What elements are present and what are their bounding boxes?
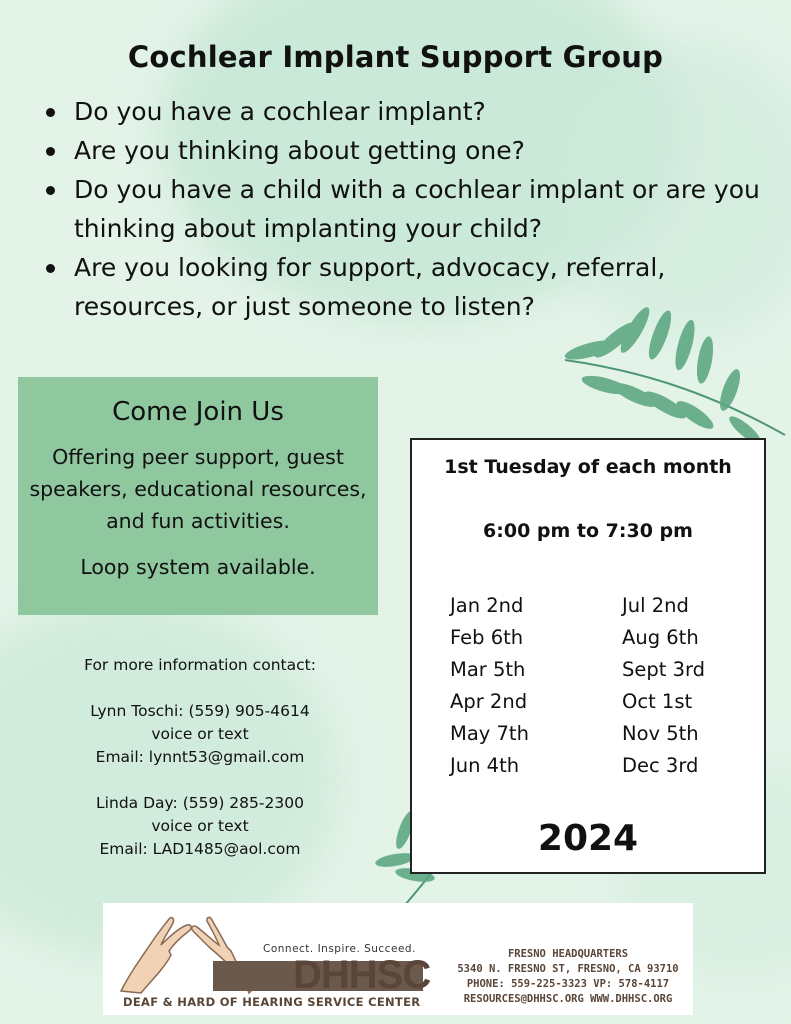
meeting-date: Apr 2nd [450, 690, 528, 713]
question-list [42, 92, 772, 326]
hq-phone: PHONE: 559-225-3323 VP: 578-4117 [466, 978, 670, 990]
logo-org-name: DEAF & HARD OF HEARING SERVICE CENTER [123, 995, 421, 1009]
meeting-date: Mar 5th [450, 658, 526, 681]
meeting-date: Jul 2nd [622, 594, 689, 617]
bullet-icon [46, 108, 55, 117]
contact-intro: For more information contact: [84, 656, 316, 674]
dhhsc-logo-banner [103, 903, 693, 1015]
join-heading: Come Join Us [112, 397, 284, 427]
list-item: Are you thinking about getting one? [42, 131, 772, 170]
logo-tagline: Connect. Inspire. Succeed. [263, 943, 416, 955]
contact-mode: voice or text [151, 725, 249, 743]
hq-web: RESOURCES@DHHSC.ORG WWW.DHHSC.ORG [463, 993, 673, 1005]
meeting-date: Jun 4th [450, 754, 520, 777]
meeting-date: Nov 5th [622, 722, 699, 745]
contact-mode: voice or text [151, 817, 249, 835]
logo-acronym: DHHSC [293, 953, 431, 997]
meeting-time: 6:00 pm to 7:30 pm [483, 520, 693, 542]
contact-email: Email: LAD1485@aol.com [99, 840, 301, 858]
list-item: Are you looking for support, advocacy, referral, resources, or just someone to listen? [42, 248, 772, 326]
bullet-icon [46, 264, 55, 273]
meeting-date: May 7th [450, 722, 529, 745]
contact-email: Email: lynnt53@gmail.com [95, 748, 305, 766]
hq-title: FRESNO HEADQUARTERS [507, 948, 629, 960]
list-item: Do you have a child with a cochlear implant or are you thinking about implanting your child? [42, 170, 772, 248]
join-description: Offering peer support, guest speakers, educational resources, and fun activities. [29, 445, 367, 533]
meeting-date: Feb 6th [450, 626, 524, 649]
list-item: Do you have a cochlear implant? [42, 92, 772, 131]
contact-name-phone: Lynn Toschi: (559) 905-4614 [90, 702, 310, 720]
contact-name-phone: Linda Day: (559) 285-2300 [96, 794, 304, 812]
schedule-box [410, 438, 766, 874]
page-title: Cochlear Implant Support Group [127, 40, 664, 74]
dates-column-right [622, 590, 705, 782]
bullet-icon [46, 147, 55, 156]
join-us-box [18, 377, 378, 615]
meeting-date: Jan 2nd [450, 594, 524, 617]
meeting-frequency: 1st Tuesday of each month [444, 456, 732, 478]
bullet-icon [46, 186, 55, 195]
meeting-date: Sept 3rd [622, 658, 706, 681]
meeting-date: Aug 6th [622, 626, 699, 649]
hq-address: 5340 N. FRESNO ST, FRESNO, CA 93710 [457, 963, 679, 975]
contact-info [40, 654, 360, 861]
headquarters-info [448, 947, 688, 1007]
meeting-date: Dec 3rd [622, 754, 699, 777]
loop-note: Loop system available. [80, 555, 316, 579]
dates-column-left [450, 590, 529, 782]
schedule-year: 2024 [537, 818, 639, 859]
meeting-date: Oct 1st [622, 690, 693, 713]
